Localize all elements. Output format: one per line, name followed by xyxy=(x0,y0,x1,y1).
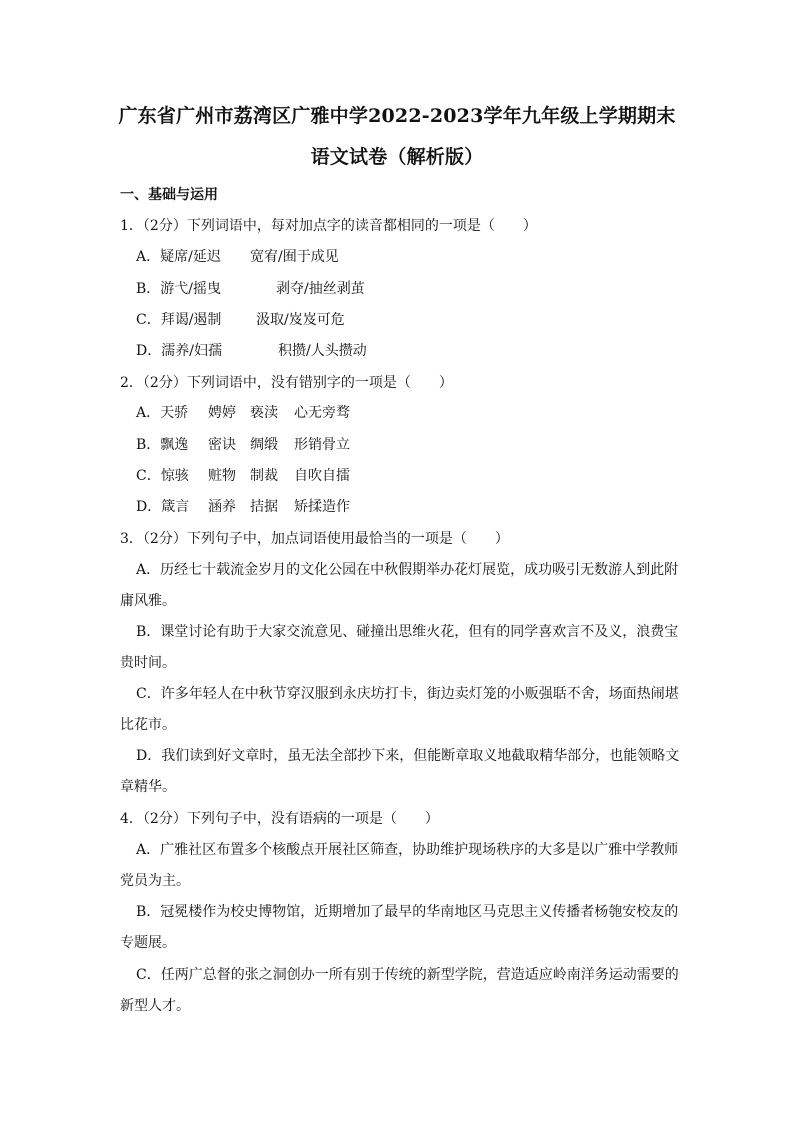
question-1-stem: 1．（2分）下列词语中，每对加点字的读音都相同的一项是（ ） xyxy=(120,218,537,234)
option-word: 密诀 xyxy=(208,437,236,453)
question-4-stem: 4．（2分）下列句子中，没有语病的一项是（ ） xyxy=(120,811,439,827)
option-word: 矫揉造作 xyxy=(294,499,350,515)
question-4-option-c-cont: 新型人才。 xyxy=(120,998,190,1014)
option-word: 拮据 xyxy=(250,499,278,515)
option-word: D．濡养/妇孺 xyxy=(136,343,222,359)
document-title-line-1: 广东省广州市荔湾区广雅中学2022-2023学年九年级上学期期末 xyxy=(118,105,676,127)
option-word: 制裁 xyxy=(250,468,278,484)
option-word: A．疑席/延迟 xyxy=(136,249,221,265)
question-2-option-d xyxy=(136,496,350,518)
document-title-line-2: 语文试卷（解析版） xyxy=(310,146,484,168)
question-3-option-d: D．我们读到好文章时，虽无法全部抄下来，但能断章取义地截取精华部分，也能领略文 xyxy=(136,748,680,764)
option-word: 形销骨立 xyxy=(294,437,350,453)
question-1-option-c xyxy=(136,309,345,331)
option-word: B．游弋/摇曳 xyxy=(136,281,222,297)
question-3-option-c: C．许多年轻人在中秋节穿汉服到永庆坊打卡，街边卖灯笼的小贩强聒不舍，场面热闹堪 xyxy=(136,686,679,702)
option-word: A．天骄 xyxy=(136,405,189,421)
option-word: C．拜谒/遏制 xyxy=(136,312,222,328)
option-word: 赃物 xyxy=(208,468,236,484)
option-word: 心无旁骛 xyxy=(294,405,350,421)
section-heading: 一、基础与运用 xyxy=(120,187,218,203)
option-word: 亵渎 xyxy=(250,405,278,421)
question-1-option-d xyxy=(136,340,367,362)
option-word: 绸缎 xyxy=(250,437,278,453)
option-word: 剥夺/抽丝剥茧 xyxy=(276,281,365,297)
question-3-option-d-cont: 章精华。 xyxy=(120,779,176,795)
question-1-option-b xyxy=(136,278,365,300)
question-4-option-b-cont: 专题展。 xyxy=(120,935,176,951)
question-4-option-c: C．任两广总督的张之洞创办一所有别于传统的新型学院，营造适应岭南洋务运动需要的 xyxy=(136,967,679,983)
option-word: 汲取/岌岌可危 xyxy=(256,312,345,328)
option-word: C．惊骇 xyxy=(136,468,189,484)
option-word: 娉婷 xyxy=(208,405,236,421)
question-2-option-b xyxy=(136,434,350,456)
question-4-option-a-cont: 党员为主。 xyxy=(120,873,190,889)
option-word: B．飘逸 xyxy=(136,437,189,453)
question-3-option-c-cont: 比花市。 xyxy=(120,717,176,733)
question-3-option-a: A．历经七十载流金岁月的文化公园在中秋假期举办花灯展览，成功吸引无数游人到此附 xyxy=(136,562,679,578)
question-2-option-c xyxy=(136,465,350,487)
option-word: 涵养 xyxy=(208,499,236,515)
question-3-option-a-cont: 庸风雅。 xyxy=(120,593,176,609)
question-2-option-a xyxy=(136,402,350,424)
question-3-stem: 3．（2分）下列句子中，加点词语使用最恰当的一项是（ ） xyxy=(120,531,509,547)
option-word: 自吹自擂 xyxy=(294,468,350,484)
question-3-option-b-cont: 贵时间。 xyxy=(120,655,176,671)
option-word: D．箴言 xyxy=(136,499,190,515)
question-3-option-b: B．课堂讨论有助于大家交流意见、碰撞出思维火花，但有的同学喜欢言不及义，浪费宝 xyxy=(136,624,679,640)
question-4-option-b: B．冠冕楼作为校史博物馆，近期增加了最早的华南地区马克思主义传播者杨匏安校友的 xyxy=(136,904,679,920)
question-1-option-a xyxy=(136,246,339,268)
question-4-option-a: A．广雅社区布置多个核酸点开展社区筛查，协助维护现场秩序的大多是以广雅中学教师 xyxy=(136,842,679,858)
question-2-stem: 2．（2分）下列词语中，没有错别字的一项是（ ） xyxy=(120,375,453,391)
option-word: 积攒/人头攒动 xyxy=(278,343,367,359)
option-word: 宽宥/囿于成见 xyxy=(250,249,339,265)
